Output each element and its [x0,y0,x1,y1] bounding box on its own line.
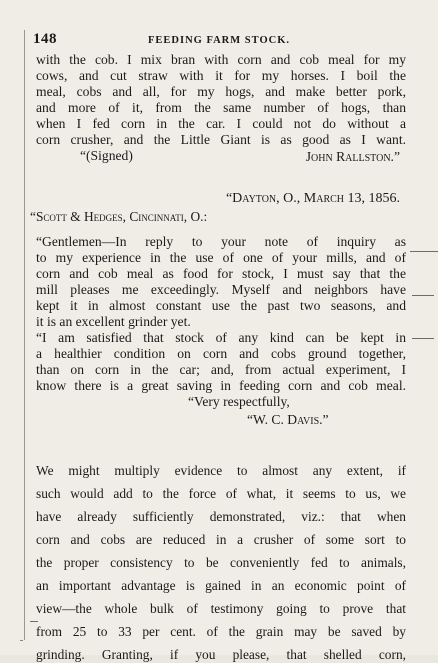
letter-2-line: to my experience in the use of one of your mills, and of [36,250,406,265]
body-line: have already sufficiently demonstrated, viz.: that when [36,509,406,524]
body-line: We might multiply evidence to almost any extent, if [36,463,406,478]
body-line: view—the whole bulk of testimony going to prove that [36,601,406,616]
page-edge-rule [24,30,25,640]
body-line: corn and cobs are reduced in a crusher of some sort to [36,532,406,547]
body-line: from 25 to 33 per cent. of the grain may be saved by [36,624,406,639]
letter-1-line: cows, and cut straw with it for my horses. I boil the [36,68,406,83]
letter-2-line: “Gentlemen—In reply to your note of inquiry as [36,234,406,249]
letter-date: “Dayton, O., March 13, 1856. [225,191,400,206]
letter-1-line: corn crusher, and the Little Giant is as good as I want. [36,132,406,147]
scan-mark [412,338,434,339]
signer-name: John Rallston.” [305,149,400,164]
scan-mark [20,640,23,641]
letter-1-line: when I fed corn in the car. I could not do without a [36,116,406,131]
body-line: grinding. Granting, if you please, that shelled corn, [36,647,406,662]
body-line: the proper consistency to be conveniently fed to animals, [36,555,406,570]
body-line: an important advantage is gained in an economic point of [36,578,406,593]
page-header [0,0,438,60]
letter-addressee: “Scott & Hedges, Cincinnati, O.: [30,209,208,224]
signed-label: “(Signed) [80,148,133,163]
letter-1-line: with the cob. I mix bran with corn and cob meal for my [36,52,406,67]
letter-2-line: corn and cob meal as food for stock, I must say that the [36,266,406,281]
letter-2-line: kept it in almost constant use the past two seasons, and [36,298,406,313]
body-line: such would add to the force of what, it seems to us, we [36,486,406,501]
letter-2-line: know there is a great saving in feeding corn and cob meal. [36,378,406,393]
letter-2-line: than on corn in the car; and, from actual experiment, I [36,362,406,377]
letter-closing: “Very respectfully, [188,394,290,409]
letter-1-line: and more of it, from the same number of hogs, than [36,100,406,115]
letter-2-line: it is an excellent grinder yet. [36,314,191,329]
letter-2-line: a healthier condition on corn and cobs ground together, [36,346,406,361]
scan-mark [30,621,38,622]
letter-2-line: mill pleases me exceedingly. Myself and neighbors have [36,282,406,297]
page-number: 148 [33,31,57,47]
scan-mark [410,251,438,252]
letter-1-line: meal, cobs and all, for my hogs, and make better pork, [36,84,406,99]
signer-name: “W. C. Davis.” [247,412,329,427]
letter-2-line: “I am satisfied that stock of any kind can be kept in [36,330,406,345]
scan-mark [412,295,434,296]
running-head: FEEDING FARM STOCK. [148,35,290,46]
